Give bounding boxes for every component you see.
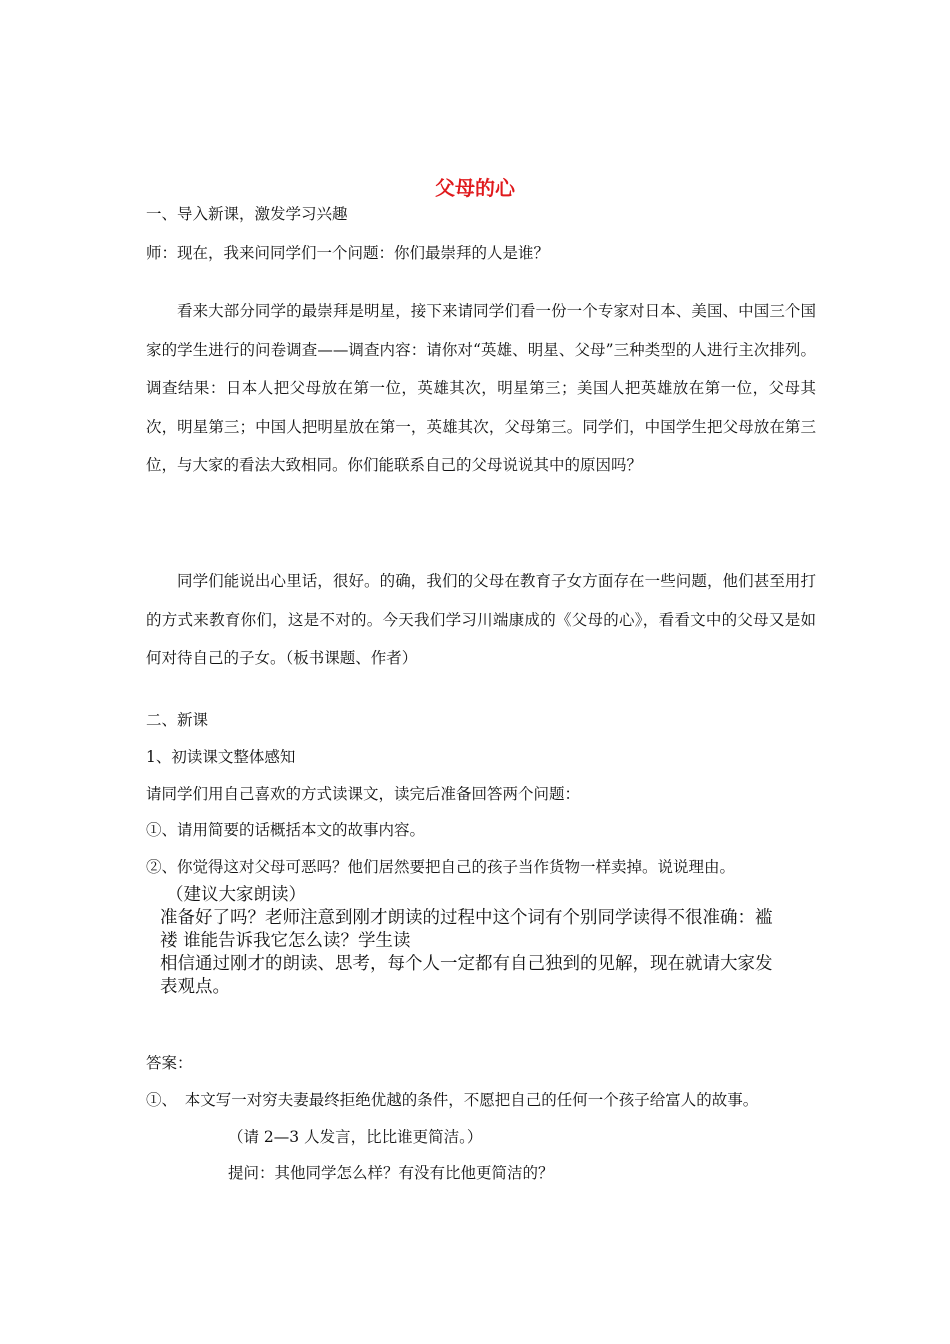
image-line-4: 相信通过刚才的朗读、思考，每个人一定都有自己独到的见解，现在就请大家发 <box>160 954 773 974</box>
image-line-3: 褛 谁能告诉我它怎么读？学生读 <box>160 931 411 951</box>
embedded-text-image <box>160 884 840 1014</box>
follow-up-prompt: 提问：其他同学怎么样？有没有比他更简洁的？ <box>228 1164 554 1182</box>
reading-instruction: 请同学们用自己喜欢的方式读课文，读完后准备回答两个问题： <box>146 785 581 803</box>
section2-heading: 二、新课 <box>146 711 209 729</box>
paragraph-intro-lesson: 同学们能说出心里话，很好。的确，我们的父母在教育子女方面存在一些问题，他们甚至用打的方式来教育你们，这是不对的。今天我们学习川端康成的《父母的心》，看看文中的父母又是如何对待自己的子女。（板书课题、作者） <box>146 572 816 668</box>
paragraph-survey: 看来大部分同学的最崇拜是明星，接下来请同学们看一份一个专家对日本、美国、中国三个国家的学生进行的问卷调查——调查内容：请你对“英雄、明星、父母”三种类型的人进行主次排列。调查结果：日本人把父母放在第一位，英雄其次，明星第三；美国人把英雄放在第一位，父母其次，明星第三；中国人把明星放在第一，英雄其次，父母第三。同学们，中国学生把父母放在第三位，与大家的看法大致相同。你们能联系自己的父母说说其中的原因吗？ <box>146 302 816 475</box>
answers-label: 答案： <box>146 1054 193 1072</box>
section1-heading: 一、导入新课，激发学习兴趣 <box>146 205 348 223</box>
subsection-heading: 1、初读课文整体感知 <box>146 748 296 766</box>
image-line-5: 表观点。 <box>160 977 230 997</box>
document-title: 父母的心 <box>435 176 515 200</box>
question-2: ②、你觉得这对父母可恶吗？他们居然要把自己的孩子当作货物一样卖掉。说说理由。 <box>146 858 736 876</box>
image-line-2: 准备好了吗？老师注意到刚才朗读的过程中这个词有个别同学读得不很准确：褴 <box>160 908 773 928</box>
image-line-1: （建议大家朗读） <box>166 885 306 905</box>
question-1: ①、请用简要的话概括本文的故事内容。 <box>146 821 426 839</box>
answer-1: ①、 本文写一对穷夫妻最终拒绝优越的条件，不愿把自己的任何一个孩子给富人的故事。 <box>146 1091 759 1109</box>
answer-note: （请 2—3 人发言，比比谁更简洁。） <box>228 1128 483 1146</box>
teacher-question: 师：现在，我来问同学们一个问题：你们最崇拜的人是谁？ <box>146 244 550 262</box>
